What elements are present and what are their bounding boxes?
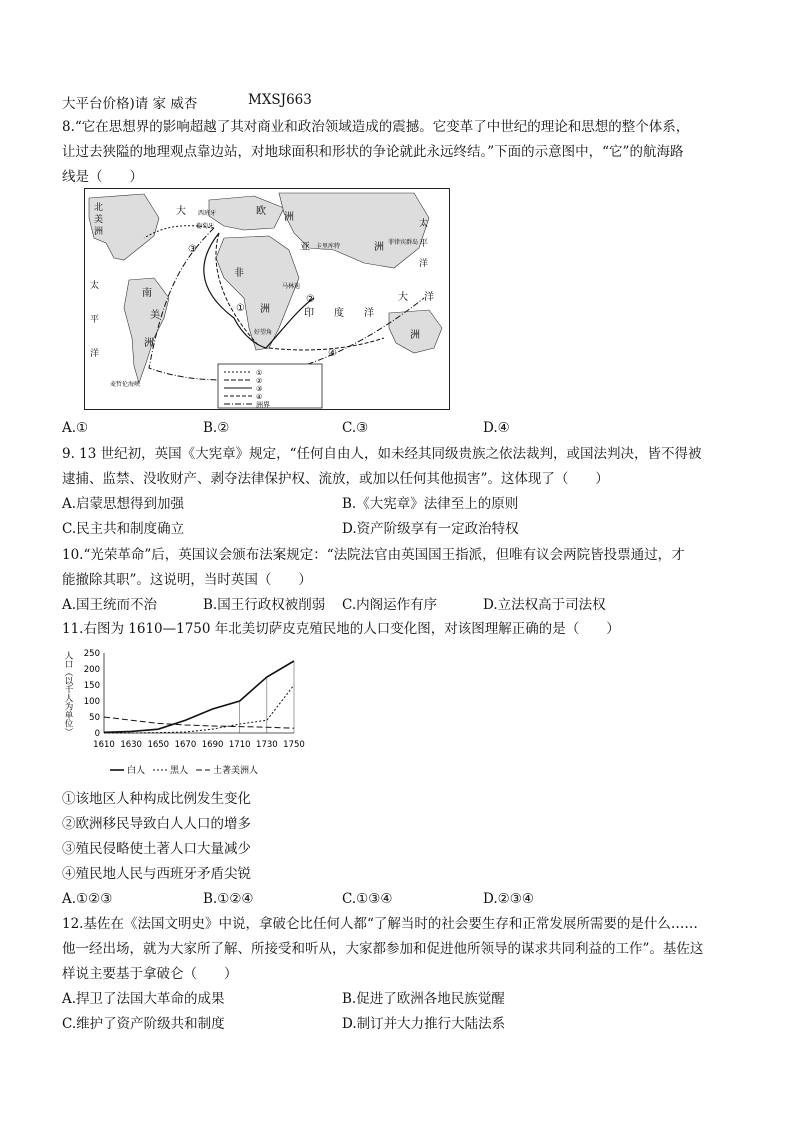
map-label: 洲 (410, 330, 420, 341)
x-tick-label: 1650 (147, 740, 170, 750)
map-label: 大 (398, 292, 408, 303)
map-label: 平 (90, 315, 100, 325)
q11-statement-3: ③殖民侵略使土著人口大量减少 (62, 841, 251, 857)
map-label: 大 (176, 206, 186, 217)
map-label: 度 (334, 308, 344, 319)
map-label: 洲 (144, 338, 154, 349)
q8-option-a[interactable]: A.① (62, 420, 89, 436)
x-tick-label: 1670 (174, 740, 197, 750)
legend-label: 土著美洲人 (213, 766, 259, 776)
voyage-map-svg (84, 188, 450, 410)
q8-line-3: 线是（ ） (62, 169, 143, 185)
q11-option-b[interactable]: B.①②④ (203, 891, 254, 907)
map-label: 欧 (256, 206, 266, 217)
q9-option-d[interactable]: D.资产阶级享有一定政治特权 (342, 521, 519, 537)
q12-option-b[interactable]: B.促进了欧洲各地民族觉醒 (342, 991, 505, 1007)
q12-option-d[interactable]: D.制订并大力推行大陆法系 (342, 1016, 506, 1032)
series-line-1 (104, 661, 294, 732)
map-label: 印 (304, 308, 314, 319)
y-tick-label: 150 (83, 681, 100, 691)
q12-line-2: 他一经出场，就为大家所了解、所接受和听从，大家都参加和促进他所领导的谋求共同利益的工作”。基佐这 (62, 941, 704, 957)
map-label: 葡萄牙 (196, 223, 215, 230)
legend-entry: ③ (256, 385, 263, 393)
chart-y-label: 人口（以千人为单位） (63, 651, 73, 736)
chart-series (104, 661, 294, 733)
legend-entry: ① (256, 369, 263, 377)
q11-option-c[interactable]: C.①③④ (342, 891, 393, 907)
q12-line-3: 样说主要基于拿破仑（ ） (62, 966, 238, 982)
map-label: 非 (234, 268, 244, 279)
x-tick-label: 1610 (93, 740, 115, 750)
map-label: 麦哲伦海峡 (110, 381, 141, 388)
map-label: 洲 (94, 227, 104, 237)
q10-option-a[interactable]: A.国王统而不治 (62, 597, 158, 613)
q11-statement-2: ②欧洲移民导致白人人口的增多 (62, 816, 251, 832)
route-mark: ④ (328, 348, 337, 359)
map-label: 马林迪 (282, 283, 301, 290)
map-label: 平 (419, 239, 429, 249)
x-tick-label: 1630 (120, 740, 142, 750)
map-label: 亚 (300, 242, 310, 253)
header-left: 大平台价格)请 家 威杏 (62, 96, 198, 112)
q8-line-1: 8.“它在思想界的影响超越了其对商业和政治领域造成的震撼。它变革了中世纪的理论和思想的整个体系， (62, 119, 690, 135)
map-label: 美 (150, 310, 160, 321)
y-tick-label: 250 (83, 649, 100, 659)
series-line-3 (104, 717, 294, 728)
map-label: 太 (419, 219, 429, 229)
y-tick-label: 0 (94, 729, 100, 739)
q8-line-2: 让过去狭隘的地理观点靠边站，对地球面积和形状的争论就此永远终结。”下面的示意图中，“它”的航海路 (62, 144, 684, 160)
x-tick-label: 1750 (283, 740, 305, 750)
chart-x-ticks (93, 740, 305, 750)
y-tick-label: 100 (83, 697, 100, 707)
route-mark: ② (306, 294, 315, 305)
q12-line-1: 12.基佐在《法国文明史》中说，拿破仑比任何人都“了解当时的社会要生存和正常发展所需要的是什么…… (62, 916, 698, 932)
q9-line-2: 逮捕、监禁、没收财产、剥夺法律保护权、流放，或加以任何其他损害”。这体现了（ ） (62, 471, 609, 487)
q11-option-d[interactable]: D.②③④ (483, 891, 534, 907)
q11-statement-4: ④殖民地人民与西班牙矛盾尖锐 (62, 866, 251, 882)
legend-label: 白人 (127, 766, 146, 776)
q8-option-b[interactable]: B.② (203, 420, 230, 436)
chart-legend (110, 764, 258, 776)
chart-axes (104, 653, 294, 733)
map-legend (218, 364, 322, 408)
q9-option-b[interactable]: B.《大宪章》法律至上的原则 (342, 496, 519, 512)
legend-entry: ② (256, 377, 263, 385)
population-chart-svg (62, 645, 312, 785)
x-tick-label: 1710 (228, 740, 251, 750)
legend-label: 黑人 (170, 766, 189, 776)
x-tick-label: 1690 (201, 740, 224, 750)
map-label: 洲 (260, 304, 270, 315)
q9-option-c[interactable]: C.民主共和制度确立 (62, 521, 185, 537)
q8-option-c[interactable]: C.③ (342, 420, 369, 436)
y-tick-label: 200 (83, 665, 100, 675)
map-label: 太 (90, 281, 100, 291)
legend-entry: ④ (256, 393, 263, 401)
y-tick-label: 50 (89, 713, 100, 723)
q10-option-c[interactable]: C.内阁运作有序 (342, 597, 438, 613)
map-label: 洋 (364, 308, 374, 319)
q12-option-a[interactable]: A.捍卫了法国大革命的成果 (62, 991, 225, 1007)
map-label: 南 (142, 288, 152, 299)
map-label: 洲 (374, 242, 384, 253)
q12-option-c[interactable]: C.维护了资产阶级共和制度 (62, 1016, 225, 1032)
q11-line: 11.右图为 1610—1750 年北美切萨皮克殖民地的人口变化图，对该图理解正确的是（ ） (62, 621, 620, 637)
map-label: 西班牙 (198, 210, 217, 217)
map-label: 洋 (90, 349, 100, 359)
q10-option-d[interactable]: D.立法权高于司法权 (483, 597, 606, 613)
voyage-map (84, 188, 450, 410)
map-label: 洋 (419, 259, 429, 269)
q10-line-2: 能撤除其职”。这说明，当时英国（ ） (62, 572, 312, 588)
map-label: 北 (94, 203, 104, 213)
map-label: 菲律宾群岛 (388, 239, 419, 246)
map-label: 洋 (424, 292, 434, 303)
q10-line-1: 10.“光荣革命”后，英国议会颁布法案规定：“法院法官由英国国王指派，但唯有议会两院皆投票通过，才 (62, 547, 685, 563)
header-code: MXSJ663 (248, 92, 312, 108)
chart-y-ticks (84, 649, 100, 739)
q9-option-a[interactable]: A.启蒙思想得到加强 (62, 496, 185, 512)
map-label: 美 (94, 215, 104, 225)
map-label: 卡里库特 (316, 243, 341, 250)
x-tick-label: 1730 (256, 740, 278, 750)
map-label: 洲 (284, 212, 294, 223)
q8-option-d[interactable]: D.④ (483, 420, 510, 436)
q11-option-a[interactable]: A.①②③ (62, 891, 113, 907)
map-label: 好望角 (254, 329, 273, 336)
q11-statement-1: ①该地区人种构成比例发生变化 (62, 791, 251, 807)
population-chart (62, 645, 312, 785)
route-mark: ① (236, 303, 245, 314)
route-mark: ③ (188, 244, 197, 255)
legend-entry: 洲界 (256, 401, 270, 409)
q10-option-b[interactable]: B.国王行政权被削弱 (203, 597, 326, 613)
q9-line-1: 9. 13 世纪初，英国《大宪章》规定，“任何自由人，如未经其同级贵族之依法裁判，或国法判决，皆不得被 (62, 446, 702, 462)
